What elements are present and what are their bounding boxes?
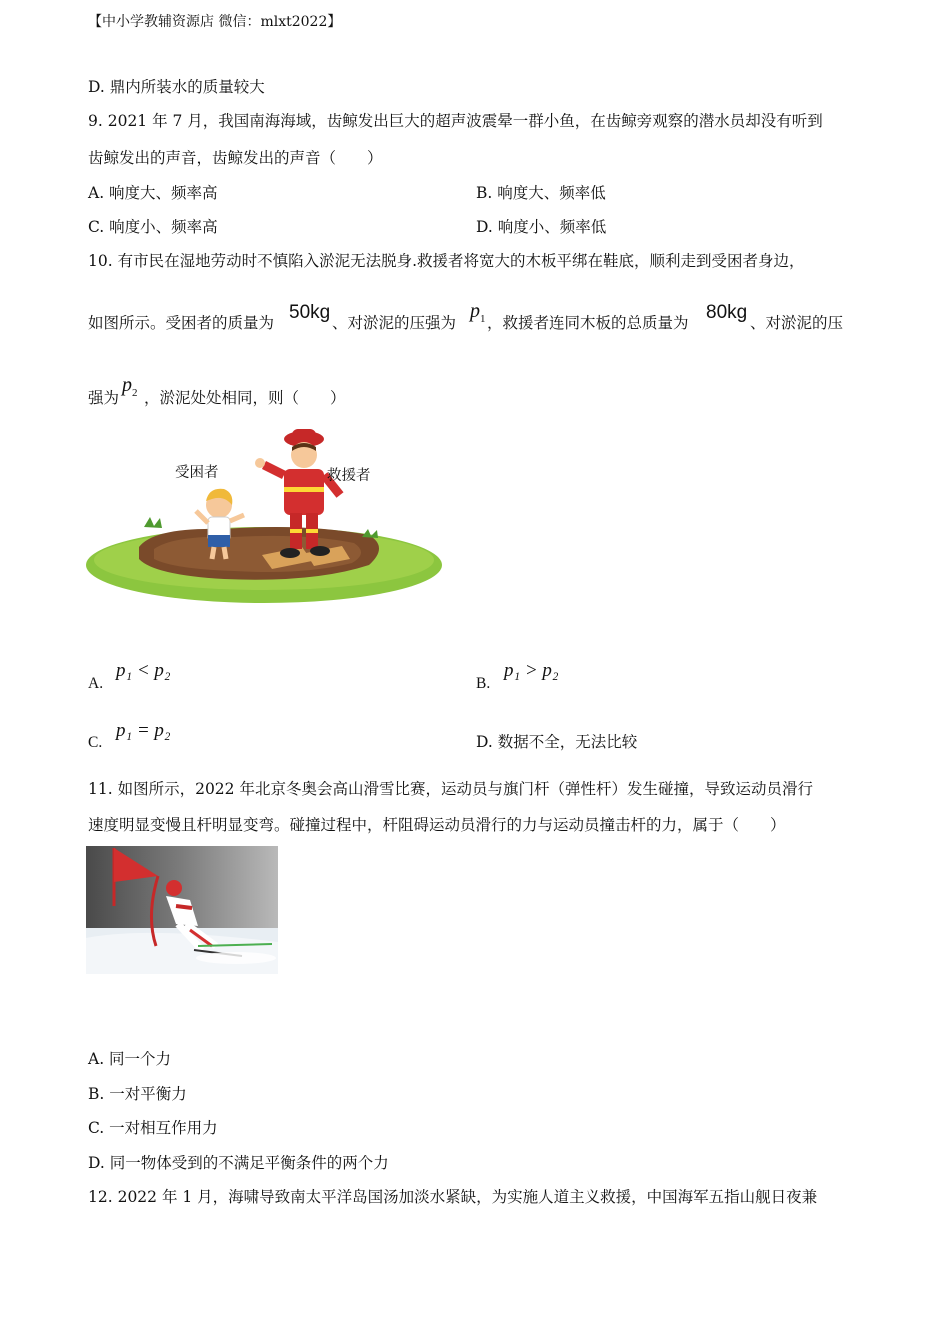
page-header: 【中小学教辅资源店 微信：mlxt2022】 xyxy=(88,14,342,30)
mud-rescue-illustration xyxy=(84,425,450,610)
q9-option-a: A. 响度大、频率高 xyxy=(88,184,218,202)
q11-option-a: A. 同一个力 xyxy=(88,1050,172,1068)
q11-option-c: C. 一对相互作用力 xyxy=(88,1119,218,1137)
q10-stem-line2-c: ，救援者连同木板的总质量为 xyxy=(487,314,689,332)
label-trapped-person: 受困者 xyxy=(175,465,219,481)
q9-stem-line1: 9. 2021 年 7 月，我国南海海域，齿鲸发出巨大的超声波震晕一群小鱼，在齿鲸旁观察的潜水员却没有听到 xyxy=(88,112,823,130)
q11-option-b: B. 一对平衡力 xyxy=(88,1085,187,1103)
q10-option-c-letter: C. xyxy=(88,734,103,751)
q9-option-b: B. 响度大、频率低 xyxy=(476,184,606,202)
q10-stem-line1: 10. 有市民在湿地劳动时不慎陷入淤泥无法脱身.救援者将宽大的木板平绑在鞋底，顺利走到受困者身边， xyxy=(88,252,805,270)
q10-mass2: 80kg xyxy=(706,302,748,323)
q10-stem-line3-b: ，淤泥处处相同，则（ ） xyxy=(144,389,346,407)
q9-option-c: C. 响度小、频率高 xyxy=(88,218,218,236)
label-rescuer: 救援者 xyxy=(327,468,371,484)
q10-p2: $p_2$ xyxy=(122,374,138,399)
q11-option-d: D. 同一物体受到的不满足平衡条件的两个力 xyxy=(88,1154,389,1172)
q11-stem-line2: 速度明显变慢且杆明显变弯。碰撞过程中，杆阻碍运动员滑行的力与运动员撞击杆的力，属于（ ） xyxy=(88,816,786,834)
q10-stem-line2-b: 、对淤泥的压强为 xyxy=(332,314,457,332)
q10-stem-line2-d: 、对淤泥的压 xyxy=(750,314,844,332)
q8-option-d: D. 鼎内所装水的质量较大 xyxy=(88,78,265,96)
q10-stem-line2-a: 如图所示。受困者的质量为 xyxy=(88,314,275,332)
q12-stem-line1: 12. 2022 年 1 月，海啸导致南太平洋岛国汤加淡水紧缺，为实施人道主义救援，中国海军五指山舰日夜兼 xyxy=(88,1188,818,1206)
q10-option-b-letter: B. xyxy=(476,675,491,692)
q11-stem-line1: 11. 如图所示，2022 年北京冬奥会高山滑雪比赛，运动员与旗门杆（弹性杆）发生碰撞，导致运动员滑行 xyxy=(88,780,813,798)
q9-option-d: D. 响度小、频率低 xyxy=(476,218,607,236)
q10-option-a-letter: A. xyxy=(88,675,104,692)
q10-mass1: 50kg xyxy=(289,302,331,323)
ski-race-photo xyxy=(86,846,278,974)
q10-option-b-expr: p₁ > p₂ xyxy=(504,660,559,681)
q10-option-a-expr: p₁ < p₂ xyxy=(116,660,171,681)
q10-option-c-expr: p₁ = p₂ xyxy=(116,720,171,741)
q10-option-d: D. 数据不全，无法比较 xyxy=(476,733,638,751)
q10-p1: $p_1$ xyxy=(470,300,486,325)
q10-stem-line3-a: 强为 xyxy=(88,389,120,407)
q9-stem-line2: 齿鲸发出的声音，齿鲸发出的声音（ ） xyxy=(88,149,383,167)
